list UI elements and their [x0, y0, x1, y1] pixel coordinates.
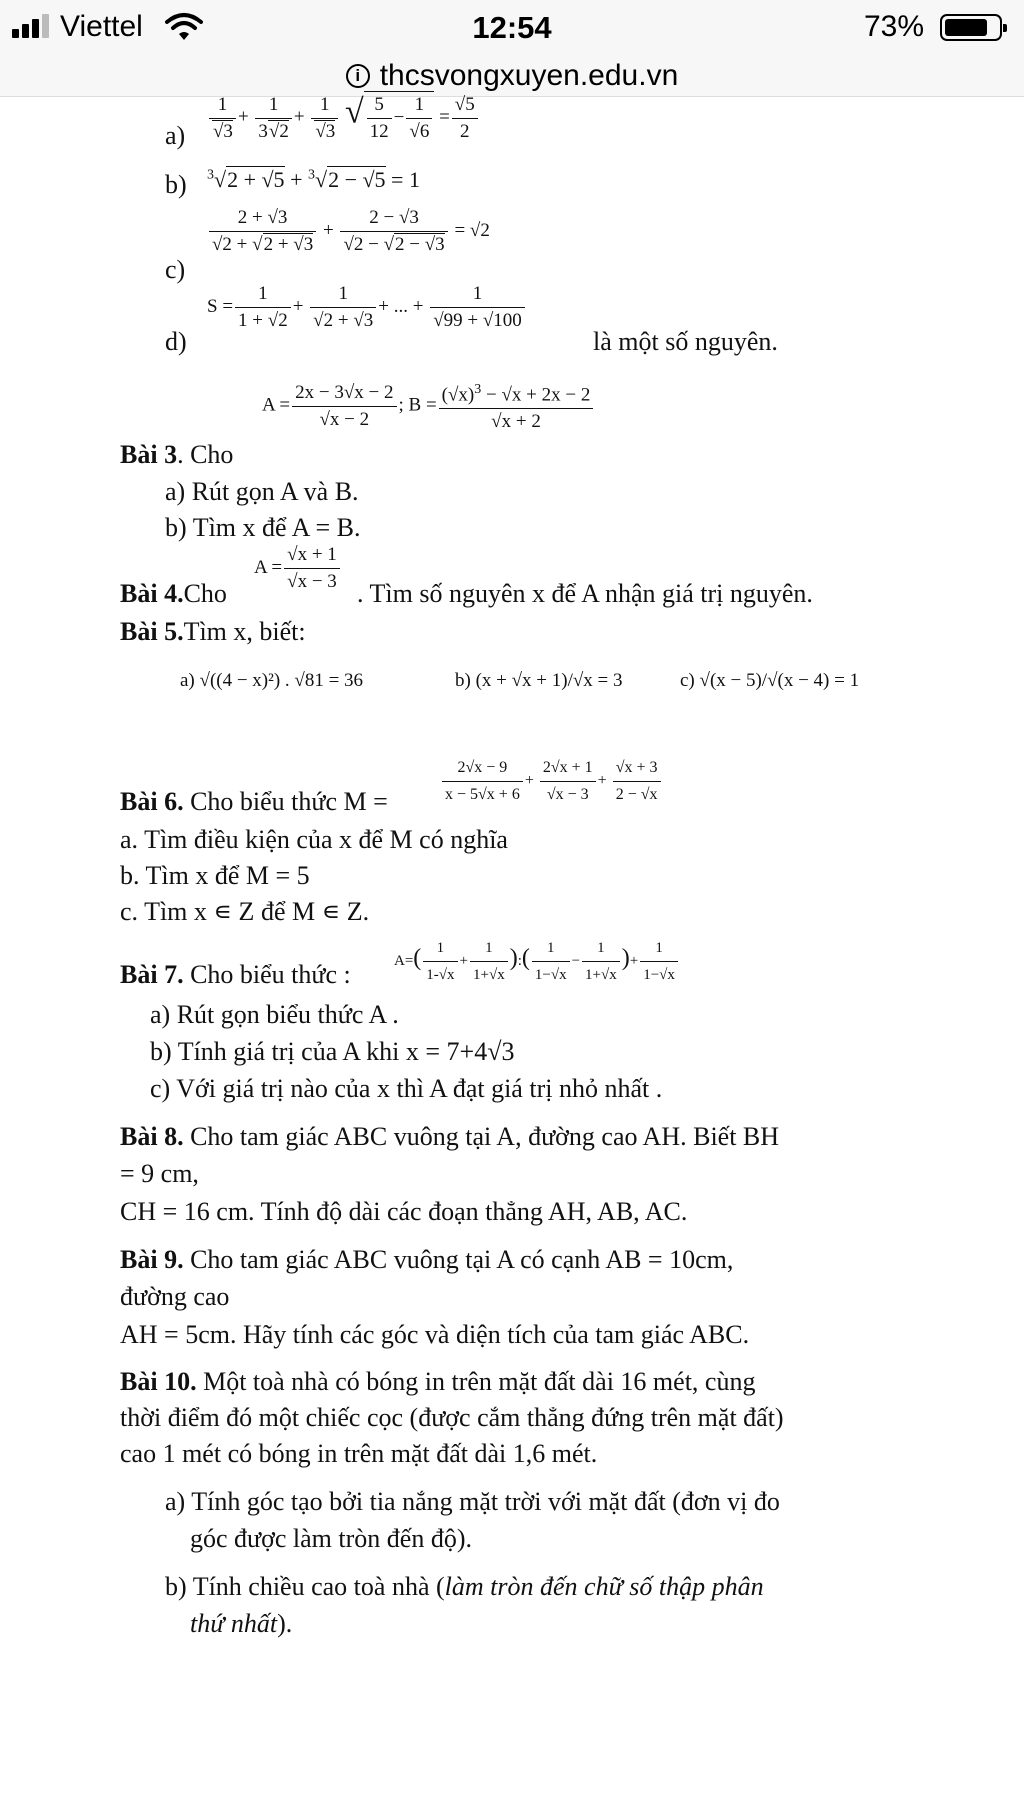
exercise-text: AH = 5cm. Hãy tính các góc và diện tích của tam giác ABC. — [120, 1320, 750, 1349]
exercise-item: a. Tìm điều kiện của x để M có nghĩa — [120, 825, 508, 854]
battery-icon — [940, 14, 1002, 41]
formula-image: A = $\frac{2x - 3√x - 2}{√x - 2}$ ; B = $\frac{(√x)^3 - √x + 2x - 2}{√x + 2}$ — [262, 377, 595, 435]
exercise-text: . Tìm số nguyên x để A nhận giá trị nguyên. — [357, 579, 813, 608]
carrier-name: Viettel — [60, 10, 143, 43]
exercise-item: thứ nhất). — [190, 1609, 293, 1638]
exercise-text: CH = 16 cm. Tính độ dài các đoạn thẳng AH, AB, AC. — [120, 1197, 688, 1226]
url-bar[interactable] — [0, 56, 1024, 97]
formula-image: $\frac{2 + √3}{√2 + √2 + √3}$ + $\frac{2 - √3}{√2 - √2 - √3}$ = √2 — [207, 205, 490, 258]
exercise-9-heading: Bài 9. Cho tam giác ABC vuông tại A có cạnh AB = 10cm, — [120, 1245, 734, 1274]
exercise-6-heading: Bài 6. Cho biểu thức M = — [120, 787, 388, 816]
formula-image: $\frac{2√x - 9}{x - 5√x + 6}$ + $\frac{2√x + 1}{√x - 3}$ + $\frac{√x + 3}{2 - √x}$ — [440, 755, 663, 808]
exercise-item: b) Tính chiều cao toà nhà (làm tròn đến chữ số thập phân — [165, 1572, 764, 1601]
formula-image: A=( $\frac{1}{1-√x}$ + $\frac{1}{1+√x}$ ):( $\frac{1}{1-√x}$ − $\frac{1}{1+√x}$ )+ $\frac{1}{1-√x}$ — [394, 935, 680, 988]
battery-percentage: 73% — [863, 10, 924, 43]
exercise-item: b) Tìm x để A = B. — [165, 513, 361, 542]
exercise-item: c) Với giá trị nào của x thì A đạt giá trị nhỏ nhất . — [150, 1074, 663, 1103]
formula-image: A = $\frac{√x + 1}{√x - 3}$ — [254, 542, 342, 595]
exercise-3-heading: Bài 3. Cho — [120, 440, 234, 469]
exercise-7-heading: Bài 7. Cho biểu thức : — [120, 960, 351, 989]
info-icon[interactable]: i — [346, 64, 370, 88]
exercise-item: a) Rút gọn biểu thức A . — [150, 1000, 399, 1029]
formula-image: b) (x + √x + 1)/√x = 3 — [455, 670, 623, 691]
exercise-10-heading: Bài 10. Một toà nhà có bóng in trên mặt đất dài 16 mét, cùng — [120, 1367, 756, 1396]
exercise-item: b. Tìm x để M = 5 — [120, 861, 310, 890]
formula-image: $^3$√2 + √5 + $^3$√2 − √5 = 1 — [207, 167, 420, 192]
formula-image: c) √(x − 5)/√(x − 4) = 1 — [680, 670, 860, 691]
exercise-item: c. Tìm x ∊ Z để M ∊ Z. — [120, 897, 370, 926]
exercise-4-heading: Bài 4.Cho — [120, 579, 227, 608]
status-bar — [0, 0, 1024, 56]
url-text: thcsvongxuyen.edu.vn — [379, 59, 679, 92]
item-label: a) — [165, 121, 186, 150]
item-label: c) — [165, 255, 186, 284]
exercise-8-heading: Bài 8. Cho tam giác ABC vuông tại A, đường cao AH. Biết BH — [120, 1122, 780, 1151]
item-label: d) — [165, 327, 187, 356]
item-text: là một số nguyên. — [593, 327, 778, 356]
formula-image: a) √((4 − x)²) . √81 = 36 — [180, 670, 364, 691]
exercise-text: đường cao — [120, 1282, 230, 1311]
clock: 12:54 — [472, 10, 552, 45]
exercise-item: a) Rút gọn A và B. — [165, 477, 359, 506]
exercise-item: a) Tính góc tạo bởi tia nắng mặt trời với mặt đất (đơn vị đo — [165, 1487, 780, 1516]
item-label: b) — [165, 170, 187, 199]
exercise-5-heading: Bài 5.Tìm x, biết: — [120, 617, 306, 646]
exercise-text: cao 1 mét có bóng in trên mặt đất dài 1,6 mét. — [120, 1439, 598, 1468]
exercise-item: góc được làm tròn đến độ). — [190, 1524, 472, 1553]
exercise-text: = 9 cm, — [120, 1159, 199, 1188]
exercise-item: b) Tính giá trị của A khi x = 7+4√3 — [150, 1037, 515, 1066]
document-page — [0, 93, 1024, 1820]
formula-image: S = $\frac{1}{1 + √2}$ + $\frac{1}{√2 + √3}$ + ... + $\frac{1}{√99 + √100}$ — [207, 281, 527, 334]
formula-image: $\frac{1}{√3}$ + $\frac{1}{3√2}$ + $\frac{1}{√3}$ √ $\frac{5}{12}$ − $\frac{1}{√6}$ = $\frac{√5}{2}$ — [207, 91, 480, 145]
exercise-text: thời điểm đó một chiếc cọc (được cắm thẳng đứng trên mặt đất) — [120, 1403, 784, 1432]
